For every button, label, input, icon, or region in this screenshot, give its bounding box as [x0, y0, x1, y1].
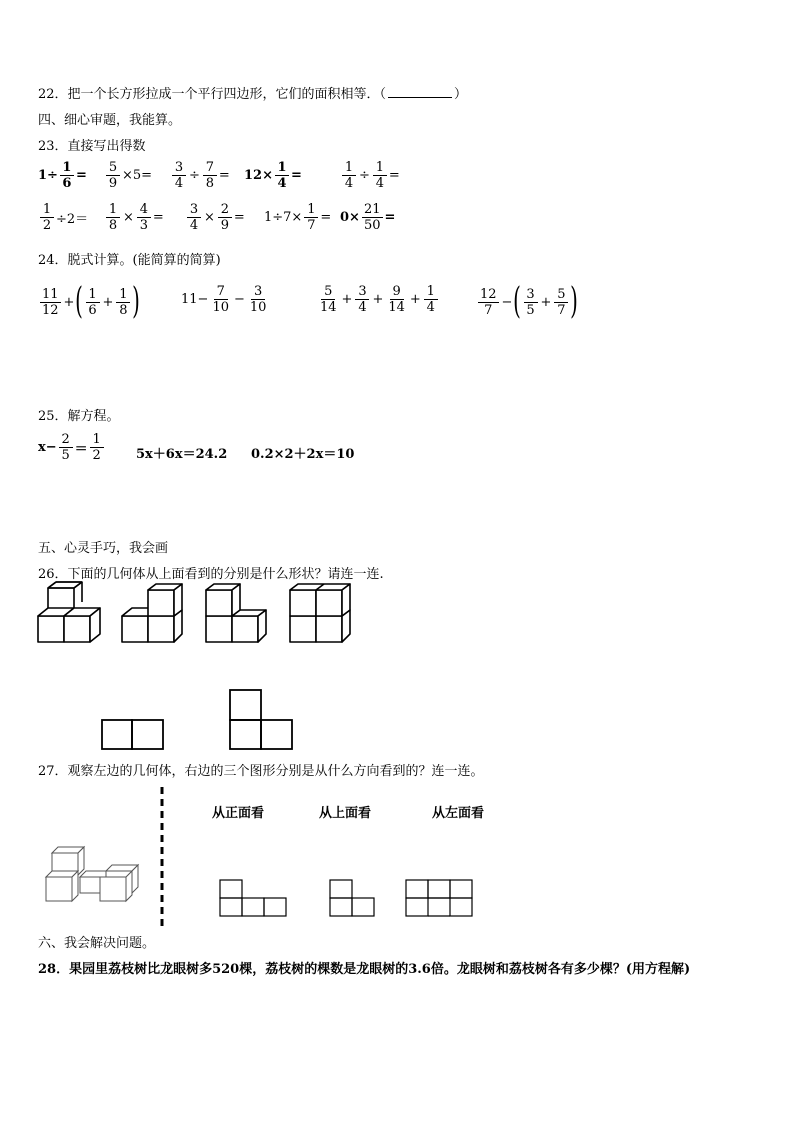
view-label-top: 从上面看: [319, 806, 372, 821]
q23-r1-item1: 1÷ $\frac{1}{6}$ =: [38, 160, 87, 191]
q23-r2-item1: $\frac{1}{2}$ ÷2＝: [38, 202, 88, 233]
q23-r2-item3: $\frac{3}{4}$ × $\frac{2}{9}$ =: [185, 202, 245, 233]
question-22-text: 22．把一个长方形拉成一个平行四边形，它们的面积相等．（: [38, 87, 387, 102]
question-24-title: 24．脱式计算。(能简算的简算): [38, 253, 221, 268]
q26-topview-1: [102, 720, 163, 749]
q25-equation-3: 0.2×2＋2x＝10: [251, 447, 355, 462]
q24-expr-1: $\frac{11}{12}$ + ( $\frac{1}{6}$ + $\frac{1}{8}$ ): [42, 281, 141, 322]
q27-view-left-shape: [406, 880, 472, 916]
question-27-title: 27．观察左边的几何体，右边的三个图形分别是从什么方向看到的？连一连。: [38, 764, 484, 779]
question-25-title: 25．解方程。: [38, 409, 120, 424]
q24-expr-3: $\frac{5}{14}$ + $\frac{3}{4}$ + $\frac{9}{14}$ + $\frac{1}{4}$: [316, 284, 440, 315]
q23-r1-item2: $\frac{5}{9}$ ×5=: [104, 160, 152, 191]
q27-figures: [0, 785, 794, 935]
q23-r2-item4: 1÷7× $\frac{1}{7}$ =: [264, 202, 332, 233]
answer-blank[interactable]: [388, 85, 452, 98]
q25-equation-1: x− $\frac{2}{5}$ ＝ $\frac{1}{2}$: [38, 432, 106, 463]
q23-r2-item5: 0× $\frac{21}{50}$ =: [340, 202, 396, 233]
section-4-heading: 四、细心审题，我能算。: [38, 113, 182, 128]
q23-r1-item4: 12× $\frac{1}{4}$ =: [244, 160, 302, 191]
q26-solid-3: [206, 584, 266, 642]
q27-solid: [46, 847, 138, 901]
q23-r1-item5: $\frac{1}{4}$ ÷ $\frac{1}{4}$ =: [340, 160, 400, 191]
view-label-front: 从正面看: [212, 806, 265, 821]
question-26-title: 26．下面的几何体从上面看到的分别是什么形状？请连一连.: [38, 567, 384, 582]
question-28-title: 28．果园里荔枝树比龙眼树多520棵，荔枝树的棵数是龙眼树的3.6倍。龙眼树和荔枝树各有多少棵？(用方程解): [38, 962, 691, 977]
q26-solid-4: [290, 584, 350, 642]
q27-view-top-shape: [330, 880, 374, 916]
q27-view-front-shape: [220, 880, 286, 916]
q26-solid-2: [122, 584, 182, 642]
q23-r2-item2: $\frac{1}{8}$ × $\frac{4}{3}$ =: [104, 202, 164, 233]
section-5-heading: 五、心灵手巧，我会画: [38, 541, 169, 556]
q23-r1-item3: $\frac{3}{4}$ ÷ $\frac{7}{8}$ =: [170, 160, 230, 191]
view-label-left: 从左面看: [432, 806, 485, 821]
section-6-heading: 六、我会解决问题。: [38, 936, 156, 951]
q26-figures: [0, 580, 794, 780]
q26-solid-1: [38, 582, 100, 642]
q26-topview-2: [230, 690, 292, 749]
q24-expr-4: $\frac{12}{7}$ − ( $\frac{3}{5}$ + $\frac{5}{7}$ ): [480, 281, 579, 322]
question-22-close: ）: [454, 87, 468, 102]
q25-equation-2: 5x＋6x＝24.2: [136, 447, 228, 462]
question-23-title: 23．直接写出得数: [38, 139, 146, 154]
question-22: [38, 83, 467, 102]
q24-expr-2: 11− $\frac{7}{10}$ − $\frac{3}{10}$: [181, 284, 267, 315]
